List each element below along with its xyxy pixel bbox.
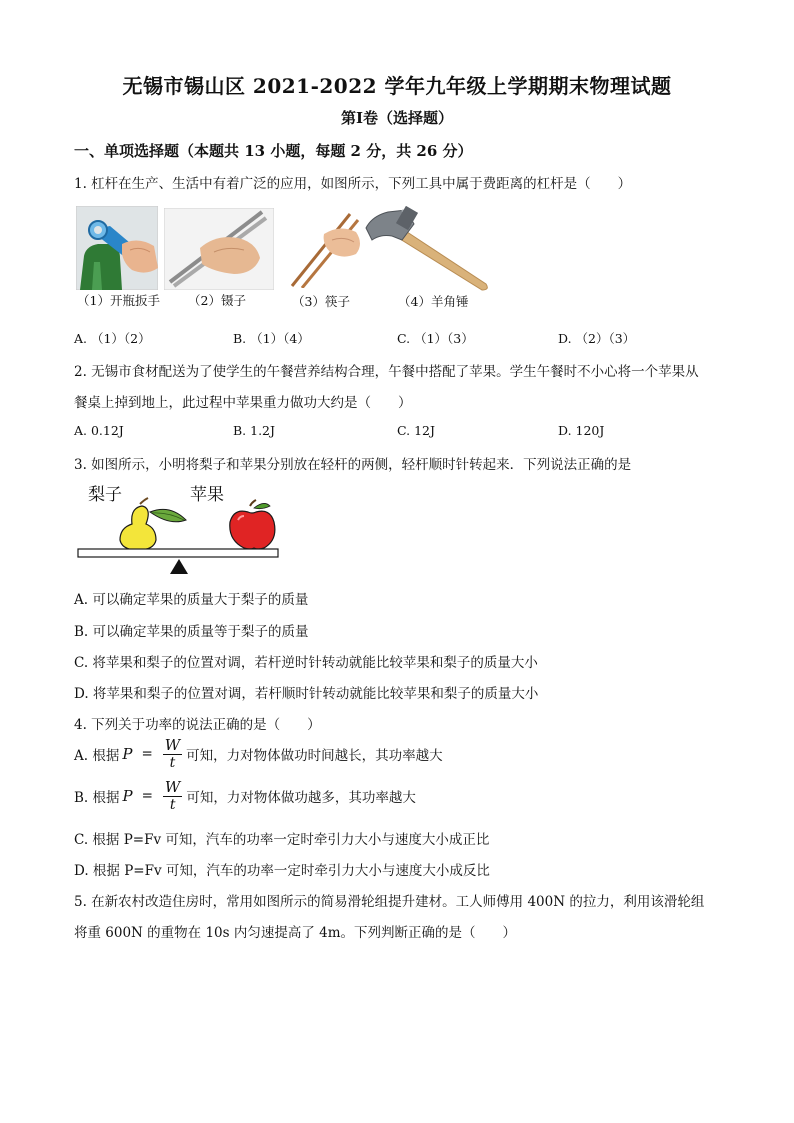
q3-option-c[interactable]: C. 将苹果和梨子的位置对调，若杆逆时针转动就能比较苹果和梨子的质量大小: [74, 655, 538, 671]
question-2-line-2: 餐桌上掉到地上，此过程中苹果重力做功大约是（ ）: [74, 395, 412, 411]
q2-option-b[interactable]: B. 1.2J: [233, 423, 276, 438]
equals-sign: =: [141, 788, 153, 804]
question-1-stem: 1. 杠杆在生产、生活中有着广泛的应用，如图所示，下列工具中属于费距离的杠杆是（ ）: [74, 176, 632, 192]
q4-option-b-prefix: B. 根据: [74, 790, 120, 806]
claw-hammer-image: [362, 206, 492, 292]
equals-sign: =: [141, 746, 153, 762]
q1-option-d[interactable]: D. （2）（3）: [558, 331, 636, 346]
caption-tweezers: （2）镊子: [188, 293, 246, 308]
work-over-time-fraction: [163, 780, 182, 812]
q3-option-a[interactable]: A. 可以确定苹果的质量大于梨子的质量: [74, 592, 309, 608]
time-symbol: t: [169, 797, 176, 813]
document-title: 无锡市锡山区 2021-2022 学年九年级上学期期末物理试题: [122, 74, 672, 98]
q1-option-a[interactable]: A. （1）（2）: [74, 331, 151, 346]
question-5-line-1: 5. 在新农村改造住房时，常用如图所示的简易滑轮组提升建材。工人师傅用 400N 的拉力，利用该滑轮组: [74, 894, 705, 910]
time-symbol: t: [169, 755, 176, 771]
work-over-time-fraction: [163, 738, 182, 770]
section-heading: 一、单项选择题（本题共 13 小题，每题 2 分，共 26 分）: [74, 142, 473, 160]
caption-claw-hammer: （4）羊角锤: [398, 294, 469, 309]
tweezers-image: [164, 208, 274, 290]
question-4-stem: 4. 下列关于功率的说法正确的是（ ）: [74, 717, 321, 733]
q4-option-d[interactable]: D. 根据 P=Fv 可知，汽车的功率一定时牵引力大小与速度大小成反比: [74, 863, 490, 879]
power-symbol: P: [122, 787, 133, 805]
q1-option-b[interactable]: B. （1）（4）: [233, 331, 310, 346]
work-symbol: W: [164, 736, 181, 754]
work-symbol: W: [164, 778, 181, 796]
q4-option-b[interactable]: [74, 780, 416, 812]
power-symbol: P: [122, 745, 133, 763]
volume-subtitle: 第I卷（选择题）: [340, 109, 454, 127]
question-2-line-1: 2. 无锡市食材配送为了使学生的午餐营养结构合理，午餐中搭配了苹果。学生午餐时不小心将一个苹果从: [74, 364, 699, 380]
lever-diagram: [74, 496, 286, 578]
q3-option-d[interactable]: D. 将苹果和梨子的位置对调，若杆顺时针转动就能比较苹果和梨子的质量大小: [74, 686, 539, 702]
question-3-stem: 3. 如图所示，小明将梨子和苹果分别放在轻杆的两侧，轻杆顺时针转起来．下列说法正确的是: [74, 457, 632, 473]
q1-option-c[interactable]: C. （1）（3）: [397, 331, 474, 346]
chopsticks-image: [284, 210, 364, 288]
pear-figure: [120, 498, 186, 550]
q4-option-a-suffix: 可知，力对物体做功时间越长，其功率越大: [186, 748, 443, 764]
apple-label: 苹果: [190, 485, 224, 505]
q2-option-d[interactable]: D. 120J: [558, 423, 605, 438]
q2-option-c[interactable]: C. 12J: [397, 423, 435, 438]
caption-chopsticks: （3）筷子: [292, 294, 350, 309]
q3-option-b[interactable]: B. 可以确定苹果的质量等于梨子的质量: [74, 624, 309, 640]
q4-option-a[interactable]: [74, 738, 443, 770]
caption-bottle-opener: （1）开瓶扳手: [77, 293, 160, 308]
apple-figure: [230, 500, 275, 549]
question-5-line-2: 将重 600N 的重物在 10s 内匀速提高了 4m。下列判断正确的是（ ）: [74, 925, 517, 941]
bottle-opener-image: [76, 206, 158, 290]
q4-option-b-suffix: 可知，力对物体做功越多，其功率越大: [186, 790, 416, 806]
q4-option-a-prefix: A. 根据: [74, 748, 120, 764]
pear-label: 梨子: [88, 485, 122, 505]
q2-option-a[interactable]: A. 0.12J: [74, 423, 124, 438]
q4-option-c[interactable]: C. 根据 P=Fv 可知，汽车的功率一定时牵引力大小与速度大小成正比: [74, 832, 490, 848]
